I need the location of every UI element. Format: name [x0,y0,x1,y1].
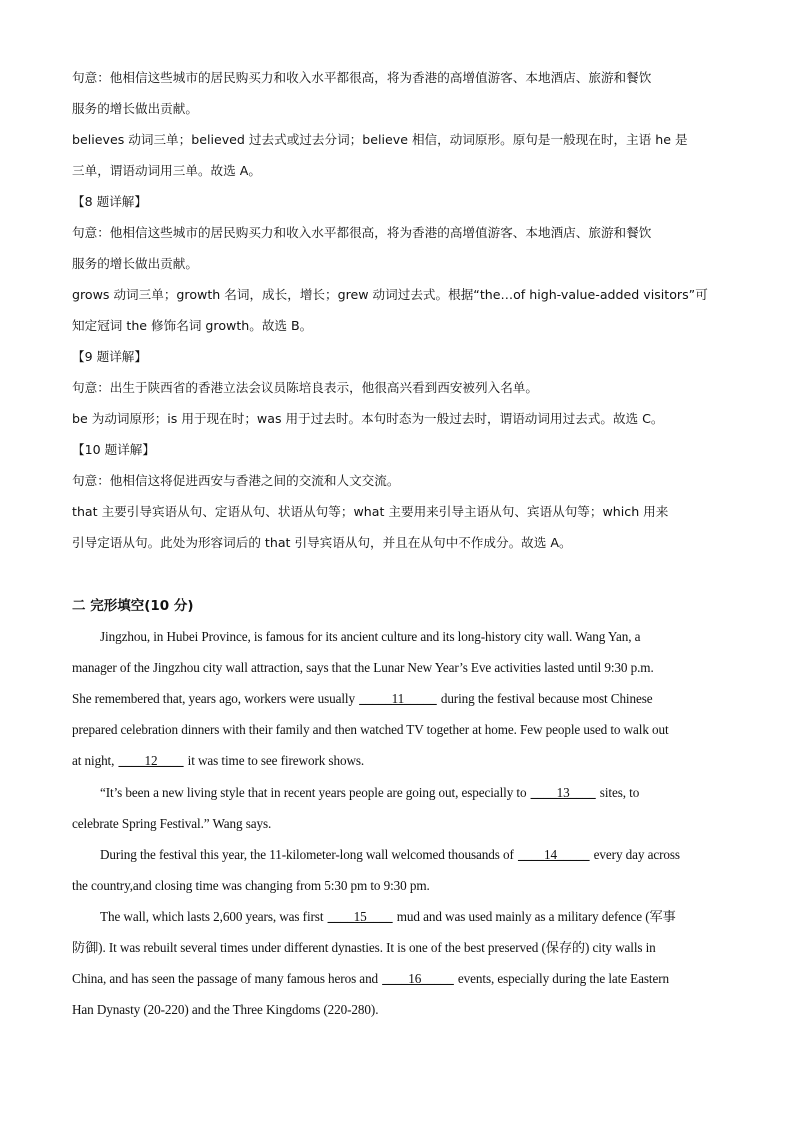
analysis-line: 三单，谓语动词用三单。故选 A。 [72,163,261,178]
analysis-line: 句意：他相信这些城市的居民购买力和收入水平都很高，将为香港的高增值游客、本地酒店、旅游和餐饮 [72,225,652,240]
analysis-line: believes 动词三单；believed 过去式或过去分词；believe 相信，动词原形。原句是一般现在时，主语 he 是 [72,132,688,147]
question-8-heading: 【8 题详解】 [72,194,147,209]
passage-text: events, especially during the late Eastern [454,971,669,986]
passage-line [72,970,722,988]
analysis-line: be 为动词原形；is 用于现在时；was 用于过去时。本句时态为一般过去时，谓语动词用过去式。故选 C。 [72,411,664,426]
blank-11: _____11_____ [359,691,437,706]
passage-line [100,784,722,802]
passage-line: manager of the Jingzhou city wall attraction, says that the Lunar New Year’s Eve activities lasted until 9:30 p.m. [72,660,654,675]
passage-line: celebrate Spring Festival.” Wang says. [72,816,272,831]
passage-line: the country,and closing time was changing from 5:30 pm to 9:30 pm. [72,878,430,893]
passage-text: every day across [590,847,680,862]
passage-text: mud and was used mainly as a military defence (军事 [393,909,676,924]
passage-text: China, and has seen the passage of many famous heros and [72,971,382,986]
passage-line [72,752,722,770]
analysis-line: 引导定语从句。此处为形容词后的 that 引导宾语从句，并且在从句中不作成分。故选 A。 [72,535,572,550]
passage-text: at night, [72,753,118,768]
analysis-line: 服务的增长做出贡献。 [72,101,198,116]
passage-text: During the festival this year, the 11-kilometer-long wall welcomed thousands of [100,847,518,862]
passage-line: 防御). It was rebuilt several times under different dynasties. It is one of the best preserved (保存的) city walls in [72,940,656,955]
passage-line: prepared celebration dinners with their family and then watched TV together at home. Few people used to walk out [72,722,669,737]
analysis-line: 句意：他相信这些城市的居民购买力和收入水平都很高，将为香港的高增值游客、本地酒店、旅游和餐饮 [72,70,652,85]
passage-text: it was time to see firework shows. [184,753,365,768]
blank-12: ____12____ [118,753,184,768]
analysis-line: that 主要引导宾语从句、定语从句、状语从句等；what 主要用来引导主语从句、宾语从句等；which 用来 [72,504,669,519]
passage-text: “It’s been a new living style that in recent years people are going out, especially to [100,785,530,800]
analysis-line: 服务的增长做出贡献。 [72,256,198,271]
analysis-line: grows 动词三单；growth 名词，成长，增长；grew 动词过去式。根据“the…of high-value-added visitors”可 [72,287,708,302]
passage-line [100,846,722,864]
passage-line [100,908,722,926]
blank-14: ____14_____ [518,847,590,862]
section-title: 二 完形填空(10 分) [72,598,194,614]
blank-15: ____15____ [327,909,393,924]
passage-line: Jingzhou, in Hubei Province, is famous for its ancient culture and its long-history city wall. Wang Yan, a [100,629,641,644]
blank-16: ____16_____ [382,971,454,986]
passage-line: Han Dynasty (20-220) and the Three Kingdoms (220-280). [72,1002,379,1017]
analysis-line: 句意：出生于陕西省的香港立法会议员陈培良表示，他很高兴看到西安被列入名单。 [72,380,538,395]
question-9-heading: 【9 题详解】 [72,349,147,364]
passage-text: sites, to [596,785,640,800]
question-10-heading: 【10 题详解】 [72,442,155,457]
passage-line [72,690,722,708]
passage-text: during the festival because most Chinese [437,691,653,706]
passage-text: The wall, which lasts 2,600 years, was first [100,909,327,924]
analysis-line: 句意：他相信这将促进西安与香港之间的交流和人文交流。 [72,473,400,488]
analysis-line: 知定冠词 the 修饰名词 growth。故选 B。 [72,318,313,333]
passage-text: She remembered that, years ago, workers were usually [72,691,359,706]
blank-13: ____13____ [530,785,596,800]
